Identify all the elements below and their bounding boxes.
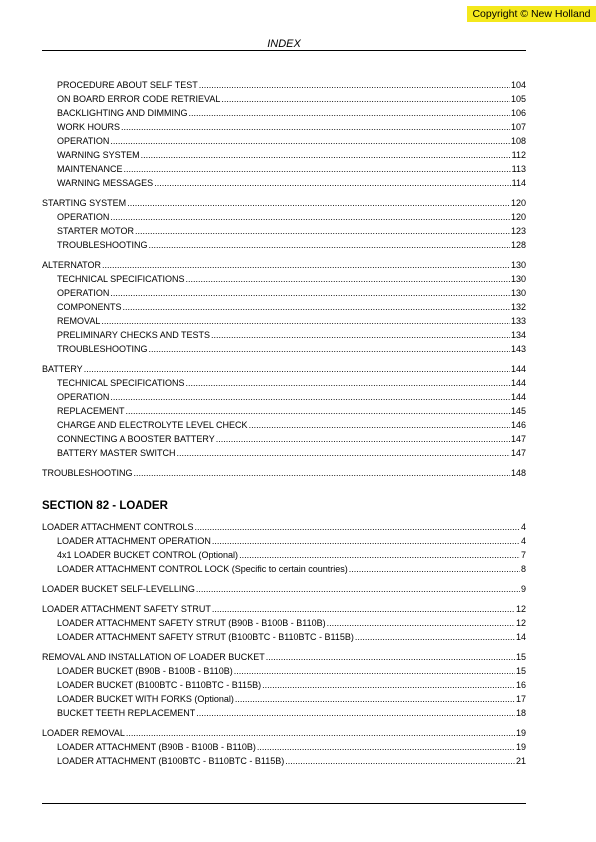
toc-entry-label: REMOVAL AND INSTALLATION OF LOADER BUCKET (42, 652, 265, 662)
toc-subentry[interactable] (42, 740, 526, 754)
toc-entry-label: LOADER ATTACHMENT (B90B - B100B - B110B) (57, 742, 256, 752)
toc-subentry[interactable] (42, 548, 526, 562)
dot-leader (101, 314, 510, 328)
toc-entry-page-number: 130 (510, 260, 526, 270)
toc-entry-page-number: 108 (510, 136, 526, 146)
toc-entry[interactable] (42, 602, 526, 616)
toc-entry-page-number: 113 (511, 164, 526, 174)
toc-subentry[interactable] (42, 692, 526, 706)
toc-entry-page-number: 107 (510, 122, 526, 132)
dot-leader (121, 120, 510, 134)
dot-leader (154, 176, 510, 190)
toc-entry[interactable] (42, 196, 526, 210)
toc-subentry[interactable] (42, 432, 526, 446)
toc-subentry[interactable] (42, 314, 526, 328)
dot-leader (186, 272, 510, 286)
dot-leader (195, 520, 520, 534)
toc-entry-page-number: 144 (510, 378, 526, 388)
toc-entry-page-number: 133 (510, 316, 526, 326)
toc-entry-label: PROCEDURE ABOUT SELF TEST (57, 80, 198, 90)
toc-entry-label: LOADER BUCKET (B90B - B100B - B110B) (57, 666, 233, 676)
toc-entry-page-number: 8 (520, 564, 526, 574)
dot-leader (196, 582, 520, 596)
toc-entry-label: LOADER BUCKET WITH FORKS (Optional) (57, 694, 234, 704)
toc-entry-label: ALTERNATOR (42, 260, 102, 270)
toc-entry-label: LOADER ATTACHMENT (B100BTC - B110BTC - B115B) (57, 756, 285, 766)
toc-entry[interactable] (42, 466, 526, 480)
toc-subentry[interactable] (42, 706, 526, 720)
toc-entry-page-number: 144 (510, 392, 526, 402)
dot-leader (239, 548, 520, 562)
toc-entry-label: ON BOARD ERROR CODE RETRIEVAL (57, 94, 221, 104)
dot-leader (327, 616, 515, 630)
toc-subentry[interactable] (42, 210, 526, 224)
toc-entry-page-number: 123 (510, 226, 526, 236)
dot-leader (196, 706, 515, 720)
toc-entry-page-number: 4 (520, 536, 526, 546)
toc-entry-label: LOADER ATTACHMENT SAFETY STRUT (42, 604, 211, 614)
toc-entry-label: OPERATION (57, 392, 110, 402)
dot-leader (189, 106, 510, 120)
toc-entry-label: BUCKET TEETH REPLACEMENT (57, 708, 196, 718)
dot-leader (123, 300, 510, 314)
footer-rule (42, 803, 526, 804)
toc-subentry[interactable] (42, 418, 526, 432)
toc-subentry[interactable] (42, 134, 526, 148)
toc-entry[interactable] (42, 726, 526, 740)
toc-entry[interactable] (42, 520, 526, 534)
toc-subentry[interactable] (42, 630, 526, 644)
toc-subentry[interactable] (42, 678, 526, 692)
toc-entry-label: LOADER REMOVAL (42, 728, 125, 738)
toc-subentry[interactable] (42, 376, 526, 390)
dot-leader (212, 602, 515, 616)
dot-leader (110, 210, 510, 224)
toc-entry-label: BATTERY (42, 364, 83, 374)
toc-entry-page-number: 17 (515, 694, 526, 704)
toc-entry-page-number: 106 (510, 108, 526, 118)
toc-entry-label: MAINTENANCE (57, 164, 123, 174)
toc-entry-label: COMPONENTS (57, 302, 122, 312)
toc-list-electrical (42, 78, 526, 480)
toc-subentry[interactable] (42, 300, 526, 314)
toc-entry-label: CHARGE AND ELECTROLYTE LEVEL CHECK (57, 420, 248, 430)
toc-entry-page-number: 130 (510, 288, 526, 298)
toc-entry-page-number: 4 (520, 522, 526, 532)
dot-leader (126, 404, 510, 418)
dot-leader (149, 238, 510, 252)
toc-entry[interactable] (42, 650, 526, 664)
toc-entry-label: WORK HOURS (57, 122, 120, 132)
toc-subentry[interactable] (42, 342, 526, 356)
dot-leader (177, 446, 510, 460)
toc-entry-label: PRELIMINARY CHECKS AND TESTS (57, 330, 211, 340)
toc-entry-label: LOADER ATTACHMENT CONTROL LOCK (Specific to certain countries) (57, 564, 348, 574)
toc-entry-label: CONNECTING A BOOSTER BATTERY (57, 434, 215, 444)
toc-entry-page-number: 147 (510, 434, 526, 444)
dot-leader (102, 258, 510, 272)
toc-entry-page-number: 132 (510, 302, 526, 312)
toc-entry-page-number: 120 (510, 212, 526, 222)
toc-entry-page-number: 146 (510, 420, 526, 430)
toc-entry-page-number: 147 (510, 448, 526, 458)
toc-entry[interactable] (42, 362, 526, 376)
toc-entry-label: TROUBLESHOOTING (42, 468, 133, 478)
dot-leader (126, 726, 515, 740)
dot-leader (266, 650, 515, 664)
toc-subentry[interactable] (42, 78, 526, 92)
toc-entry-label: LOADER ATTACHMENT CONTROLS (42, 522, 194, 532)
toc-entry-page-number: 15 (515, 666, 526, 676)
toc-subentry[interactable] (42, 224, 526, 238)
dot-leader (212, 534, 520, 548)
toc-entry-page-number: 18 (515, 708, 526, 718)
dot-leader (127, 196, 510, 210)
dot-leader (110, 286, 510, 300)
toc-entry[interactable] (42, 582, 526, 596)
toc-subentry[interactable] (42, 754, 526, 768)
toc-entry-label: TECHNICAL SPECIFICATIONS (57, 274, 185, 284)
dot-leader (349, 562, 520, 576)
toc-entry-label: BATTERY MASTER SWITCH (57, 448, 176, 458)
toc-entry-page-number: 14 (515, 632, 526, 642)
dot-leader (285, 754, 515, 768)
toc-entry-label: STARTING SYSTEM (42, 198, 127, 208)
toc-entry-page-number: 143 (510, 344, 526, 354)
table-of-contents (42, 78, 526, 768)
toc-entry-page-number: 130 (510, 274, 526, 284)
toc-entry-page-number: 19 (515, 728, 526, 738)
toc-subentry[interactable] (42, 120, 526, 134)
toc-entry-page-number: 12 (515, 618, 526, 628)
toc-subentry[interactable] (42, 446, 526, 460)
section-heading: SECTION 82 - LOADER (42, 500, 168, 512)
toc-entry-label: STARTER MOTOR (57, 226, 135, 236)
dot-leader (186, 376, 510, 390)
toc-entry-page-number: 112 (511, 150, 526, 160)
dot-leader (135, 224, 510, 238)
toc-entry-page-number: 16 (515, 680, 526, 690)
toc-subentry[interactable] (42, 664, 526, 678)
toc-entry-label: TROUBLESHOOTING (57, 240, 148, 250)
toc-entry-page-number: 21 (515, 756, 526, 766)
dot-leader (149, 342, 510, 356)
toc-subentry[interactable] (42, 148, 526, 162)
dot-leader (234, 664, 515, 678)
dot-leader (235, 692, 515, 706)
toc-subentry[interactable] (42, 176, 526, 190)
toc-subentry[interactable] (42, 404, 526, 418)
toc-entry-page-number: 144 (510, 364, 526, 374)
toc-entry-page-number: 105 (510, 94, 526, 104)
dot-leader (110, 134, 510, 148)
header-rule (42, 50, 526, 51)
toc-entry-label: WARNING MESSAGES (57, 178, 154, 188)
toc-entry-label: TROUBLESHOOTING (57, 344, 148, 354)
toc-entry-page-number: 12 (515, 604, 526, 614)
toc-entry-page-number: 15 (515, 652, 526, 662)
copyright-notice: Copyright © New Holland (467, 6, 596, 22)
toc-entry-page-number: 104 (510, 80, 526, 90)
dot-leader (257, 740, 515, 754)
toc-entry-label: REMOVAL (57, 316, 101, 326)
toc-entry-label: LOADER ATTACHMENT OPERATION (57, 536, 211, 546)
toc-entry-label: BACKLIGHTING AND DIMMING (57, 108, 188, 118)
toc-entry-label: LOADER ATTACHMENT SAFETY STRUT (B90B - B100B - B110B) (57, 618, 326, 628)
dot-leader (124, 162, 511, 176)
dot-leader (199, 78, 510, 92)
toc-subentry[interactable] (42, 272, 526, 286)
toc-subentry[interactable] (42, 562, 526, 576)
toc-entry-page-number: 114 (511, 178, 526, 188)
toc-entry-page-number: 134 (510, 330, 526, 340)
dot-leader (211, 328, 510, 342)
dot-leader (110, 390, 510, 404)
toc-subentry[interactable] (42, 534, 526, 548)
toc-entry-label: LOADER BUCKET SELF-LEVELLING (42, 584, 195, 594)
dot-leader (84, 362, 510, 376)
toc-entry-page-number: 9 (520, 584, 526, 594)
toc-entry-label: OPERATION (57, 136, 110, 146)
toc-entry-label: LOADER BUCKET (B100BTC - B110BTC - B115B) (57, 680, 262, 690)
dot-leader (216, 432, 510, 446)
toc-subentry[interactable] (42, 92, 526, 106)
toc-subentry[interactable] (42, 616, 526, 630)
toc-entry-page-number: 19 (515, 742, 526, 752)
toc-entry-label: OPERATION (57, 212, 110, 222)
dot-leader (249, 418, 510, 432)
toc-subentry[interactable] (42, 162, 526, 176)
toc-entry-page-number: 145 (510, 406, 526, 416)
toc-entry-page-number: 7 (520, 550, 526, 560)
toc-subentry[interactable] (42, 238, 526, 252)
toc-subentry[interactable] (42, 390, 526, 404)
toc-entry-label: TECHNICAL SPECIFICATIONS (57, 378, 185, 388)
toc-entry-page-number: 128 (510, 240, 526, 250)
toc-entry-label: REPLACEMENT (57, 406, 125, 416)
toc-entry-page-number: 148 (510, 468, 526, 478)
toc-entry-label: WARNING SYSTEM (57, 150, 140, 160)
dot-leader (262, 678, 515, 692)
dot-leader (134, 466, 510, 480)
page-title: INDEX (267, 38, 301, 50)
toc-entry-label: LOADER ATTACHMENT SAFETY STRUT (B100BTC - B110BTC - B115B) (57, 632, 354, 642)
toc-subentry[interactable] (42, 106, 526, 120)
toc-subentry[interactable] (42, 286, 526, 300)
toc-entry-page-number: 120 (510, 198, 526, 208)
dot-leader (221, 92, 510, 106)
toc-entry-label: OPERATION (57, 288, 110, 298)
dot-leader (355, 630, 515, 644)
toc-entry[interactable] (42, 258, 526, 272)
toc-list-loader (42, 520, 526, 768)
toc-subentry[interactable] (42, 328, 526, 342)
toc-entry-label: 4x1 LOADER BUCKET CONTROL (Optional) (57, 550, 239, 560)
dot-leader (141, 148, 511, 162)
